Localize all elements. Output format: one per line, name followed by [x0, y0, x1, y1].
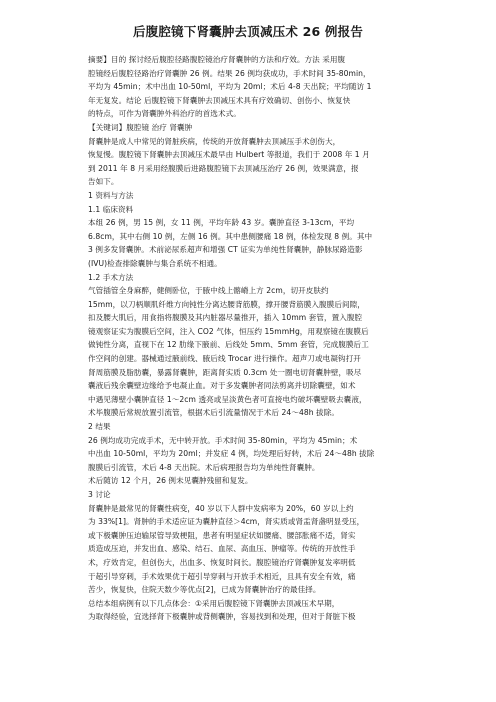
body-line: 术毕腹膜后常规放置引流管，根据术后引流量情况于术后 24～48h 拔除。: [88, 408, 339, 418]
body-line: 腹膜后引流管，术后 4-8 天出院。术后病理报告均为单纯性肾囊肿。: [88, 462, 320, 472]
body-line: 摘要】目的 探讨经后腹腔径路腹腔镜治疗肾囊肿的方法和疗效。方法 采用腹: [88, 55, 346, 64]
body-line: 苦少，恢复快，住院天数少等优点[2]，已成为肾囊肿治疗的最佳择。: [88, 585, 321, 595]
body-line: 3 例多发肾囊肿。术前泌尿系超声和增强 CT 证实为单纯性肾囊肿，静脉尿路造影: [88, 245, 363, 255]
body-line: 扣及腰大肌后，用食指将腹膜及其内脏器尽量推开，插入 10mm 套管，置入腹腔: [88, 313, 363, 323]
body-line: 到 2011 年 8 月采用经腹膜后进路腹腔镜下去顶减压治疗 26 例，效果满意，报: [88, 163, 359, 173]
body-line: 气管插管全身麻醉，健侧卧位，于腋中线上髂嵴上方 2cm，切开皮肤约: [88, 286, 329, 296]
body-line: 的特点，可作为肾囊肿外科治疗的首选术式。: [88, 109, 241, 119]
body-line: 肾周筋膜及脂肪囊，暴露肾囊肿，距离肾实质 0.3cm 处一圈电切肾囊肿壁，吸尽: [88, 367, 362, 377]
body-line: 术后随访 12 个月，26 例未见囊肿残留和复发。: [88, 476, 253, 486]
body-line: 总结本组病例有以下几点体会：①采用后腹腔镜下肾囊肿去顶减压术早期，: [88, 598, 340, 608]
body-line: 1.2 手术方法: [88, 272, 134, 282]
body-line: 年无复发。结论 后腹腔镜下肾囊肿去顶减压术具有疗效确切、创伤小、恢复快: [88, 95, 351, 105]
body-line: 恢复慢。腹腔镜下肾囊肿去顶减压术最早由 Hulbert 等报道，我们于 2008 年 1 月: [88, 150, 370, 160]
document-title: 后腹腔镜下肾囊肿去顶减压术 26 例报告: [132, 24, 364, 39]
body-line: 镜观察证实为腹膜后空间，注入 CO2 气体，恒压约 15mmHg，用观察镜在腹膜后: [88, 326, 369, 336]
body-line: 1.1 临床资料: [88, 204, 134, 214]
body-line: 2 结果: [88, 422, 111, 432]
body-line: 本组 26 例，男 15 例，女 11 例，平均年龄 43 岁。囊肿直径 3-13cm，平均: [88, 218, 355, 228]
body-line: [88, 624, 424, 638]
body-line: 告如下。: [88, 177, 119, 187]
body-line: 为取得经验，宜选择肾下极囊肿或背侧囊肿，容易找到和处理，但对于肾脏下极: [88, 612, 356, 622]
body-line: 6.8cm，其中右侧 10 例，左侧 16 例。其中患侧腰痛 18 例，体检发现 8 例。其中: [88, 231, 373, 241]
body-line: 26 例均成功完成手术，无中转开放。手术时间 35-80min，平均为 45min；术: [88, 435, 358, 445]
body-line: 【关键词】腹腔镜 治疗 肾囊肿: [88, 122, 193, 132]
body-line: 囊液后残余囊壁边缘给予电凝止血。对于多发囊肿者同法剪离并切除囊壁，如术: [88, 381, 356, 391]
document-body: [88, 53, 424, 638]
body-line: 肾囊肿是最常见的肾囊性病变，40 岁以下人群中发病率为 20%，60 岁以上约: [88, 503, 354, 513]
body-line: 为 33%[1]。肾肿的手术适应证为囊肿直径＞4cm，肾实质或肾盂肾盏明显受压，: [88, 517, 365, 527]
body-line: 肾囊肿是成人中常见的肾脏疾病，传统的开放肾囊肿去顶减压手术创伤大，: [88, 136, 341, 146]
body-line: 做钝性分离，直视下在 12 肋缘下腋前、后线处 5mm、5mm 套管，完成腹膜后工: [88, 340, 369, 350]
body-line: 腔镜经后腹腔径路治疗肾囊肿 26 例。结果 26 例均获成功，手术时间 35-80min，: [88, 68, 371, 78]
body-line: 于超引导穿刺，手术效果优于超引导穿刺与开放手术相近，且具有安全有效，痛: [88, 571, 356, 581]
body-line: 3 讨论: [88, 490, 111, 499]
body-line: 平均为 45min；术中出血 10-50ml，平均为 20ml；术后 4-8 天出院；平均随访 1: [88, 82, 372, 92]
body-line: 作空间的创建。器械通过腋前线、腋后线 Trocar 进行操作。超声刀或电凝钩打开: [88, 354, 361, 364]
body-line: 中出血 10-50ml，平均为 20ml；并发症 4 例，均处理后好转，术后 24～48h 拔除: [88, 449, 375, 459]
body-line: 1 资料与方法: [88, 190, 134, 200]
body-line: 术，疗效肯定，但创伤大，出血多、恢复时间长。腹腔镜治疗肾囊肿复发率明低: [88, 557, 356, 567]
body-line: 中遇见薄壁小囊肿直径 1～2cm 透亮或呈淡黄色者可直接电灼破坏囊壁吸去囊液，: [88, 394, 367, 404]
body-line: 或下极囊肿压迫输尿管导致梗阻，患者有明显症状如腰痛、腰部胀痛不适，肾实: [88, 530, 356, 540]
body-line: 质造成压迫，并发出血、感染、结石、血尿、高血压、肿瘤等。传统的开放性手: [88, 544, 356, 554]
body-line: 15mm，以刀柄顺肌纤维方向钝性分离达腰背筋膜，撑开腰背筋膜入腹膜后间隙，: [88, 299, 365, 309]
body-line: (IVU)检查排除囊肿与集合系统不相通。: [88, 258, 222, 268]
